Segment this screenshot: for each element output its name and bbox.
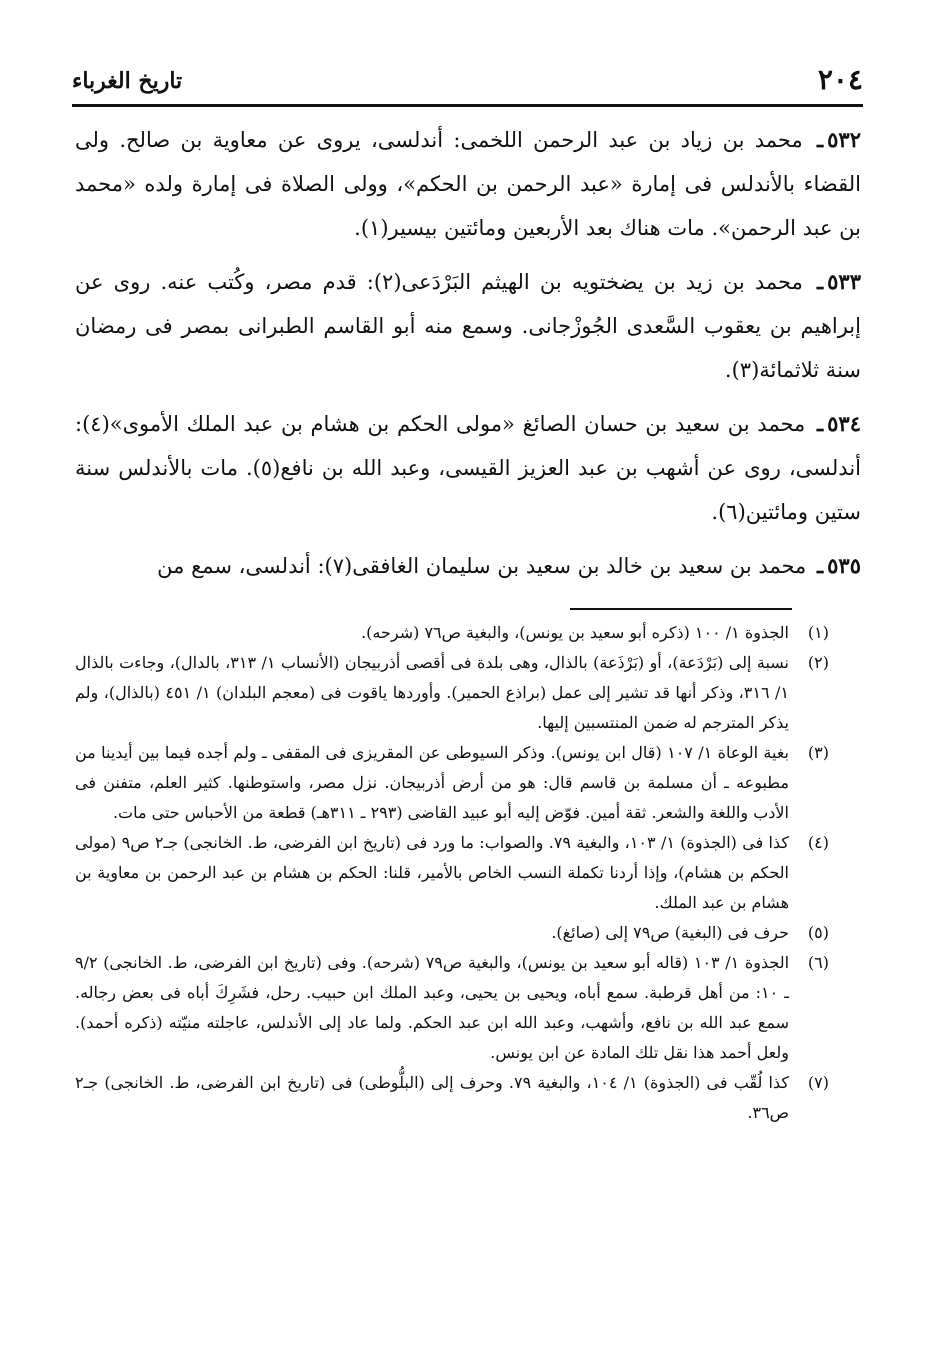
footnotes <box>75 618 829 1128</box>
entry-533 <box>75 260 861 392</box>
entry-marker: ـ <box>817 127 824 152</box>
entry-534 <box>75 402 861 534</box>
entry-text: محمد بن سعيد بن حسان الصائغ «مولى الحكم بن هشام بن عبد الملك الأموى»(٤): أندلسى، روى عن أشهب بن عبد العزيز القيسى، وعبد الله بن نافع(٥). مات بالأندلس سنة ستين ومائتين(٦). <box>75 412 861 524</box>
footnote-divider <box>570 608 792 610</box>
footnote-7 <box>75 1068 829 1128</box>
running-title: تاريخ الغرباء <box>72 68 183 94</box>
footnote-4 <box>75 828 829 918</box>
footnote-label: (١) <box>807 623 829 642</box>
header-divider <box>72 104 863 107</box>
footnote-1 <box>75 618 829 648</box>
page-header <box>72 62 863 102</box>
main-text <box>75 118 861 598</box>
footnote-label: (٤) <box>807 833 829 852</box>
footnote-5 <box>75 918 829 948</box>
footnote-text: الجذوة ١/ ١٠٠ (ذكره أبو سعيد بن يونس)، والبغية ص٧٦ (شرحه). <box>361 623 789 642</box>
footnote-text: حرف فى (البغية) ص٧٩ إلى (صائغ). <box>551 923 789 942</box>
entry-text: محمد بن سعيد بن خالد بن سعيد بن سليمان الغافقى(٧): أندلسى، سمع من <box>157 554 807 578</box>
footnote-text: كذا لُقّب فى (الجذوة) ١/ ١٠٤، والبغية ٧٩. وحرف إلى (البلُّوطى) فى (تاريخ ابن الفرضى، ط. الخانجى) جـ٢ ص٣٦. <box>75 1073 789 1122</box>
entry-marker: ـ <box>817 269 824 294</box>
footnote-text: نسبة إلى (بَرْدَعة)، أو (بَرْذَعة) بالذال، وهى بلدة فى أقصى أذربيجان (الأنساب ١/ ٣١٣، بالدال)، وجاءت بالذال ١/ ٣١٦، وذكر أنها قد تشير إلى عمل (براذع الحمير). وأوردها ياقوت فى (معجم البلدان) ١/ ٤٥١ (بالذال)، ولم يذكر المترجم له ضمن المنتسبين إليها. <box>75 653 789 732</box>
footnote-label: (٦) <box>807 953 829 972</box>
footnote-label: (٥) <box>807 923 829 942</box>
page-number: ٢٠٤ <box>817 63 863 96</box>
entry-number: ٥٣٥ <box>827 553 861 578</box>
footnote-label: (٧) <box>807 1073 829 1092</box>
footnote-label: (٣) <box>807 743 829 762</box>
entry-marker: ـ <box>817 553 824 578</box>
entry-535 <box>75 544 861 588</box>
entry-text: محمد بن زياد بن عبد الرحمن اللخمى: أندلسى، يروى عن معاوية بن صالح. ولى القضاء بالأندلس فى إمارة «عبد الرحمن بن الحكم»، وولى الصلاة فى إمارة ولده «محمد بن عبد الرحمن». مات هناك بعد الأربعين ومائتين بيسير(١). <box>75 128 861 240</box>
footnote-label: (٢) <box>807 653 829 672</box>
footnote-6 <box>75 948 829 1068</box>
entry-number: ٥٣٢ <box>827 127 861 152</box>
footnote-2 <box>75 648 829 738</box>
entry-text: محمد بن زيد بن يضختويه بن الهيثم البَرْدَعى(٢): قدم مصر، وكُتب عنه. روى عن إبراهيم بن يعقوب السَّعدى الجُوزْجانى. وسمع منه أبو القاسم الطبرانى بمصر فى رمضان سنة ثلاثمائة(٣). <box>75 270 861 382</box>
entry-number: ٥٣٣ <box>827 269 861 294</box>
footnote-3 <box>75 738 829 828</box>
footnote-text: بغية الوعاة ١/ ١٠٧ (قال ابن يونس). وذكر السيوطى عن المقريزى فى المقفى ـ ولم أجده فيما بين أيدينا من مطبوعه ـ أن مسلمة بن قاسم قال: هو من أرض أذربيجان. نزل مصر، واستوطنها. كثير العلم، متفنن فى الأدب واللغة والشعر. ثقة أمين. فوّض إليه أبو عبيد القاضى (٢٩٣ ـ ٣١١هـ) قطعة من الأحباس حتى مات. <box>75 743 789 822</box>
entry-number: ٥٣٤ <box>827 411 861 436</box>
entry-marker: ـ <box>817 411 824 436</box>
footnote-text: الجذوة ١/ ١٠٣ (قاله أبو سعيد بن يونس)، والبغية ص٧٩ (شرحه). وفى (تاريخ ابن الفرضى، ط. الخانجى) ٩/٢ ـ ١٠: من أهل قرطبة. سمع أباه، ويحيى بن يحيى، وعبد الملك ابن حبيب. رحل، فشَرِكَ أباه فى بعض رجاله. سمع عبد الله بن نافع، وأشهب، وعبد الله ابن عبد الحكم. ولما عاد إلى الأندلس، عاجلته منيّته (ذكره أحمد). ولعل أحمد هذا نقل تلك المادة عن ابن يونس. <box>75 953 790 1062</box>
entry-532 <box>75 118 861 250</box>
footnote-text: كذا فى (الجذوة) ١/ ١٠٣، والبغية ٧٩. والصواب: ما ورد فى (تاريخ ابن الفرضى، ط. الخانجى) جـ٢ ص٩ (مولى الحكم بن هشام)، وإذا أردنا تكملة النسب الخاص بالأمير، قلنا: الحكم بن هشام بن عبد الرحمن بن معاوية بن هشام بن عبد الملك. <box>75 833 790 912</box>
